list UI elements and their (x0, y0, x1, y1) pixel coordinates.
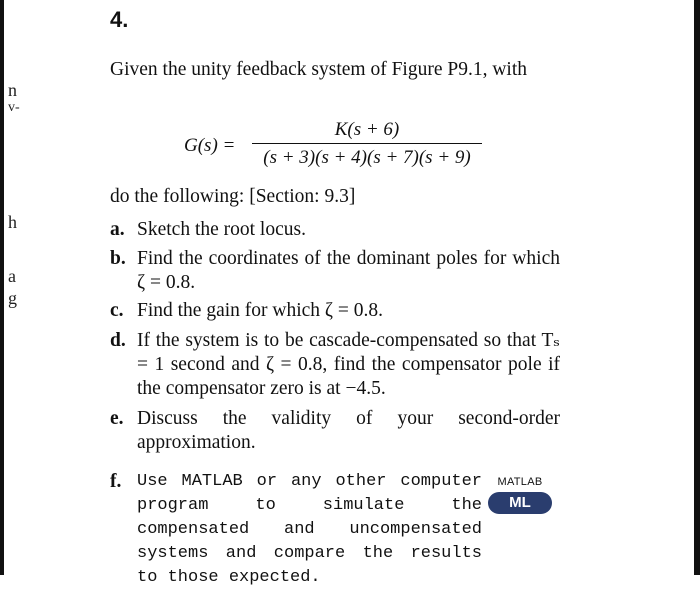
fraction-bar (252, 143, 482, 144)
equation-lhs: G(s) = (184, 135, 236, 156)
item-text: Discuss the validity of your second-order approximation. (137, 408, 560, 453)
left-fragment: a (8, 266, 16, 286)
item-text: Find the coordinates of the dominant poles for which ζ = 0.8. (137, 248, 560, 293)
list-item (110, 299, 560, 323)
item-marker: c. (110, 300, 124, 321)
left-fragment: g (8, 288, 17, 308)
ml-pill-icon: ML (488, 492, 552, 514)
item-text: Sketch the root locus. (137, 219, 306, 240)
problem-prompt: do the following: [Section: 9.3] (110, 186, 356, 207)
equation-denominator: (s + 3)(s + 4)(s + 7)(s + 9) (263, 147, 471, 168)
item-text: If the system is to be cascade-compensated so that Tₛ = 1 second and ζ = 0.8, find the compensator pole if the compensator zero is at −4.5. (137, 330, 560, 399)
left-edge-bar (0, 0, 4, 575)
list-item (110, 218, 560, 242)
item-text: Use MATLAB or any other computer program to simulate the compensated and uncompensated systems and compare the results to those expected. (137, 472, 482, 587)
matlab-badge (488, 476, 552, 514)
left-fragment: h (8, 212, 17, 232)
left-fragment: v- (8, 100, 20, 115)
item-marker: f. (110, 471, 122, 492)
list-item (110, 329, 560, 401)
question-number: 4. (110, 7, 129, 32)
equation-fraction (252, 118, 482, 170)
equation-numerator: K(s + 6) (334, 119, 400, 140)
list-item (110, 247, 560, 295)
list-item (110, 407, 560, 455)
matlab-label: MATLAB (497, 476, 543, 488)
left-fragment: n (8, 80, 17, 100)
item-marker: a. (110, 219, 125, 240)
item-marker: d. (110, 330, 126, 351)
item-marker: e. (110, 408, 124, 429)
item-marker: b. (110, 248, 126, 269)
problem-intro: Given the unity feedback system of Figure P9.1, with (110, 59, 528, 80)
item-text: Find the gain for which ζ = 0.8. (137, 300, 383, 321)
right-edge-bar (694, 0, 700, 575)
